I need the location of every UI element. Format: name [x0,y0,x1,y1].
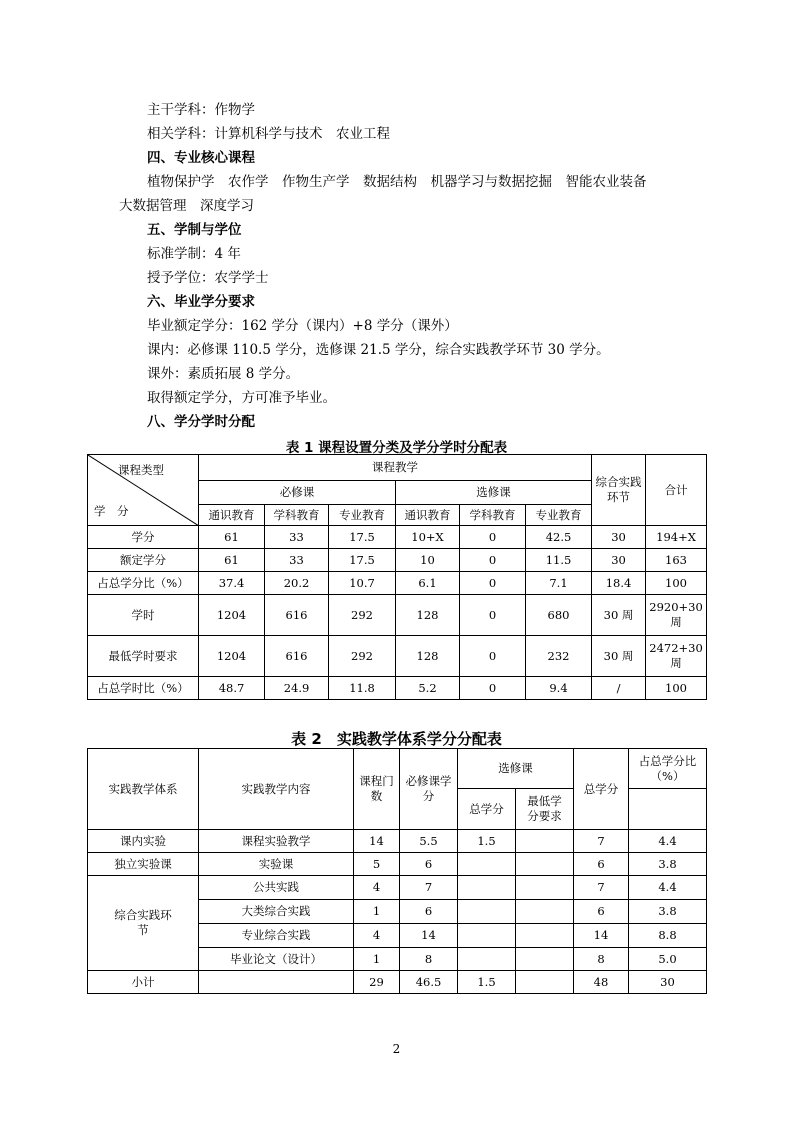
table-cell: 30 周 [592,636,646,677]
table-cell: 2472+30周 [646,636,707,677]
table-row [88,595,707,636]
section4-heading: 四、专业核心课程 [147,150,255,166]
table-cell: 1.5 [458,830,516,853]
table-cell: 100 [646,572,707,595]
table-cell: 18.4 [592,572,646,595]
table-cell: 2920+30周 [646,595,707,636]
table-cell: 7 [574,876,629,900]
table-cell: 14 [354,830,400,853]
table1-subheader: 专业教育 [329,505,396,526]
table-cell: 公共实践 [199,876,354,900]
table-cell: 专业综合实践 [199,924,354,948]
table2-ratio-header: 占总学分比（%） [629,749,707,789]
table-cell: 24.9 [265,677,329,700]
related-discipline-text: 相关学科：计算机科学与技术 农业工程 [147,126,390,142]
table-cell [516,853,574,876]
table-cell [516,830,574,853]
table-cell: 3.8 [629,853,707,876]
group-label: 课内实验 [88,830,199,853]
table-cell: 292 [329,636,396,677]
table2-caption: 表 2 实践教学体系学分分配表 [291,730,502,748]
table1-subheader: 学科教育 [265,505,329,526]
table-cell: 17.5 [329,526,396,549]
table-cell: 7 [400,876,458,900]
table-cell: 30 周 [592,595,646,636]
table-cell: 1204 [199,636,265,677]
table-cell: 3.8 [629,900,707,924]
table-cell: 1 [354,948,400,971]
table-cell: 48 [574,971,629,994]
table1-required-header: 必修课 [199,481,396,505]
credit-in-class-text: 课内：必修课 110.5 学分，选修课 21.5 学分，综合实践教学环节 30 学分。 [147,342,610,358]
table-cell [516,900,574,924]
table-cell: 4 [354,876,400,900]
table-cell: 1 [354,900,400,924]
table1-corner-top: 课程类型 [118,463,164,477]
table-cell: 8.8 [629,924,707,948]
standard-length-text: 标准学制：4 年 [147,246,241,262]
table2-content-header: 实践教学内容 [199,749,354,830]
table-cell: 10.7 [329,572,396,595]
row-label: 占总学分比（%） [88,572,199,595]
table-cell [516,948,574,971]
table1-subheader: 通识教育 [396,505,460,526]
table1-subheader: 专业教育 [526,505,592,526]
table-cell: 20.2 [265,572,329,595]
table-cell: 0 [460,549,526,572]
table1-corner-bottom: 学 分 [94,504,129,518]
table-cell: 30 [592,526,646,549]
table-cell: 6.1 [396,572,460,595]
table-cell: 61 [199,526,265,549]
table-cell: 1.5 [458,971,516,994]
table-cell: 7 [574,830,629,853]
table1-caption: 表 1 课程设置分类及学分学时分配表 [285,440,508,456]
section5-heading: 五、学制与学位 [147,222,242,238]
table-cell: 6 [574,900,629,924]
table-row [88,853,707,876]
table-cell: 616 [265,595,329,636]
table-cell: 33 [265,549,329,572]
table-cell: 14 [400,924,458,948]
table-cell [458,853,516,876]
table1-corner-cell [88,455,199,526]
credit-allocation-table [87,454,707,700]
table2-elective-header: 选修课 [458,749,574,789]
table1-elective-header: 选修课 [396,481,592,505]
table-cell: 1204 [199,595,265,636]
table-cell: 大类综合实践 [199,900,354,924]
table-cell: 30 [629,971,707,994]
table2-elective-min-header: 最低学分要求 [516,789,574,830]
table2-required-header: 必修课学分 [400,749,458,830]
table-cell: 17.5 [329,549,396,572]
table-cell: 8 [574,948,629,971]
table-cell [458,876,516,900]
table-cell: 616 [265,636,329,677]
table-cell: 0 [460,526,526,549]
core-courses-line1: 植物保护学 农作学 作物生产学 数据结构 机器学习与数据挖掘 智能农业装备 [147,174,647,190]
table-cell [516,924,574,948]
table-cell: / [592,677,646,700]
practice-credit-table [87,748,707,994]
credit-total-text: 毕业额定学分：162 学分（课内）+8 学分（课外） [147,318,458,334]
group-label: 独立实验课 [88,853,199,876]
table-cell: 5.5 [400,830,458,853]
row-label: 学时 [88,595,199,636]
table-cell: 30 [592,549,646,572]
table-row [88,572,707,595]
table-row [88,677,707,700]
group-label: 小计 [88,971,199,994]
table-cell: 100 [646,677,707,700]
table-cell: 128 [396,595,460,636]
section6-heading: 六、毕业学分要求 [147,294,255,310]
table-cell [199,971,354,994]
table-cell: 8 [400,948,458,971]
table-cell [516,971,574,994]
table-cell [516,876,574,900]
section8-heading: 八、学分学时分配 [147,414,255,430]
table2-total-header: 总学分 [574,749,629,830]
table-cell: 10+X [396,526,460,549]
table-cell: 46.5 [400,971,458,994]
table-row [88,971,707,994]
credit-graduate-text: 取得额定学分，方可准予毕业。 [147,390,336,406]
table-cell: 0 [460,595,526,636]
table-cell: 42.5 [526,526,592,549]
table1-practice-header: 综合实践环节 [592,455,646,526]
table-cell: 4 [354,924,400,948]
table-cell: 10 [396,549,460,572]
table1-total-header: 合计 [646,455,707,526]
table-row [88,876,707,900]
table-cell: 5.2 [396,677,460,700]
table-cell: 0 [460,677,526,700]
table-row [88,636,707,677]
row-label: 额定学分 [88,549,199,572]
table-cell: 课程实验教学 [199,830,354,853]
table-cell: 292 [329,595,396,636]
table-cell: 37.4 [199,572,265,595]
table2-elective-total-header: 总学分 [458,789,516,830]
table-cell: 14 [574,924,629,948]
table-cell: 实验课 [199,853,354,876]
table-cell: 194+X [646,526,707,549]
table-cell: 11.8 [329,677,396,700]
table-row [88,830,707,853]
table-cell [458,948,516,971]
table-cell: 163 [646,549,707,572]
table-cell: 6 [574,853,629,876]
table-cell: 6 [400,900,458,924]
table-cell [458,924,516,948]
table-cell: 毕业论文（设计） [199,948,354,971]
degree-text: 授予学位：农学学士 [147,270,269,286]
table-cell [458,900,516,924]
table-cell: 33 [265,526,329,549]
table-cell: 7.1 [526,572,592,595]
table1-subheader: 学科教育 [460,505,526,526]
core-courses-line2: 大数据管理 深度学习 [119,198,254,214]
table-cell: 5.0 [629,948,707,971]
table2-system-header: 实践教学体系 [88,749,199,830]
table2-ratio-spacer [629,789,707,830]
table-row [88,549,707,572]
row-label: 学分 [88,526,199,549]
page-number: 2 [392,1042,401,1056]
table-cell: 4.4 [629,876,707,900]
table-cell: 5 [354,853,400,876]
group-label: 综合实践环节 [88,876,199,971]
row-label: 最低学时要求 [88,636,199,677]
table-cell: 11.5 [526,549,592,572]
main-discipline-text: 主干学科：作物学 [147,102,255,118]
table-cell: 0 [460,572,526,595]
table1-course-teaching-header: 课程教学 [199,455,592,481]
table-cell: 4.4 [629,830,707,853]
table-row [88,526,707,549]
table-cell: 61 [199,549,265,572]
table1-subheader: 通识教育 [199,505,265,526]
table-cell: 48.7 [199,677,265,700]
table-cell: 680 [526,595,592,636]
table-cell: 9.4 [526,677,592,700]
row-label: 占总学时比（%） [88,677,199,700]
table-cell: 128 [396,636,460,677]
credit-extra-text: 课外：素质拓展 8 学分。 [147,366,300,382]
table-cell: 232 [526,636,592,677]
table-cell: 29 [354,971,400,994]
table2-count-header: 课程门数 [354,749,400,830]
table-cell: 0 [460,636,526,677]
table-cell: 6 [400,853,458,876]
